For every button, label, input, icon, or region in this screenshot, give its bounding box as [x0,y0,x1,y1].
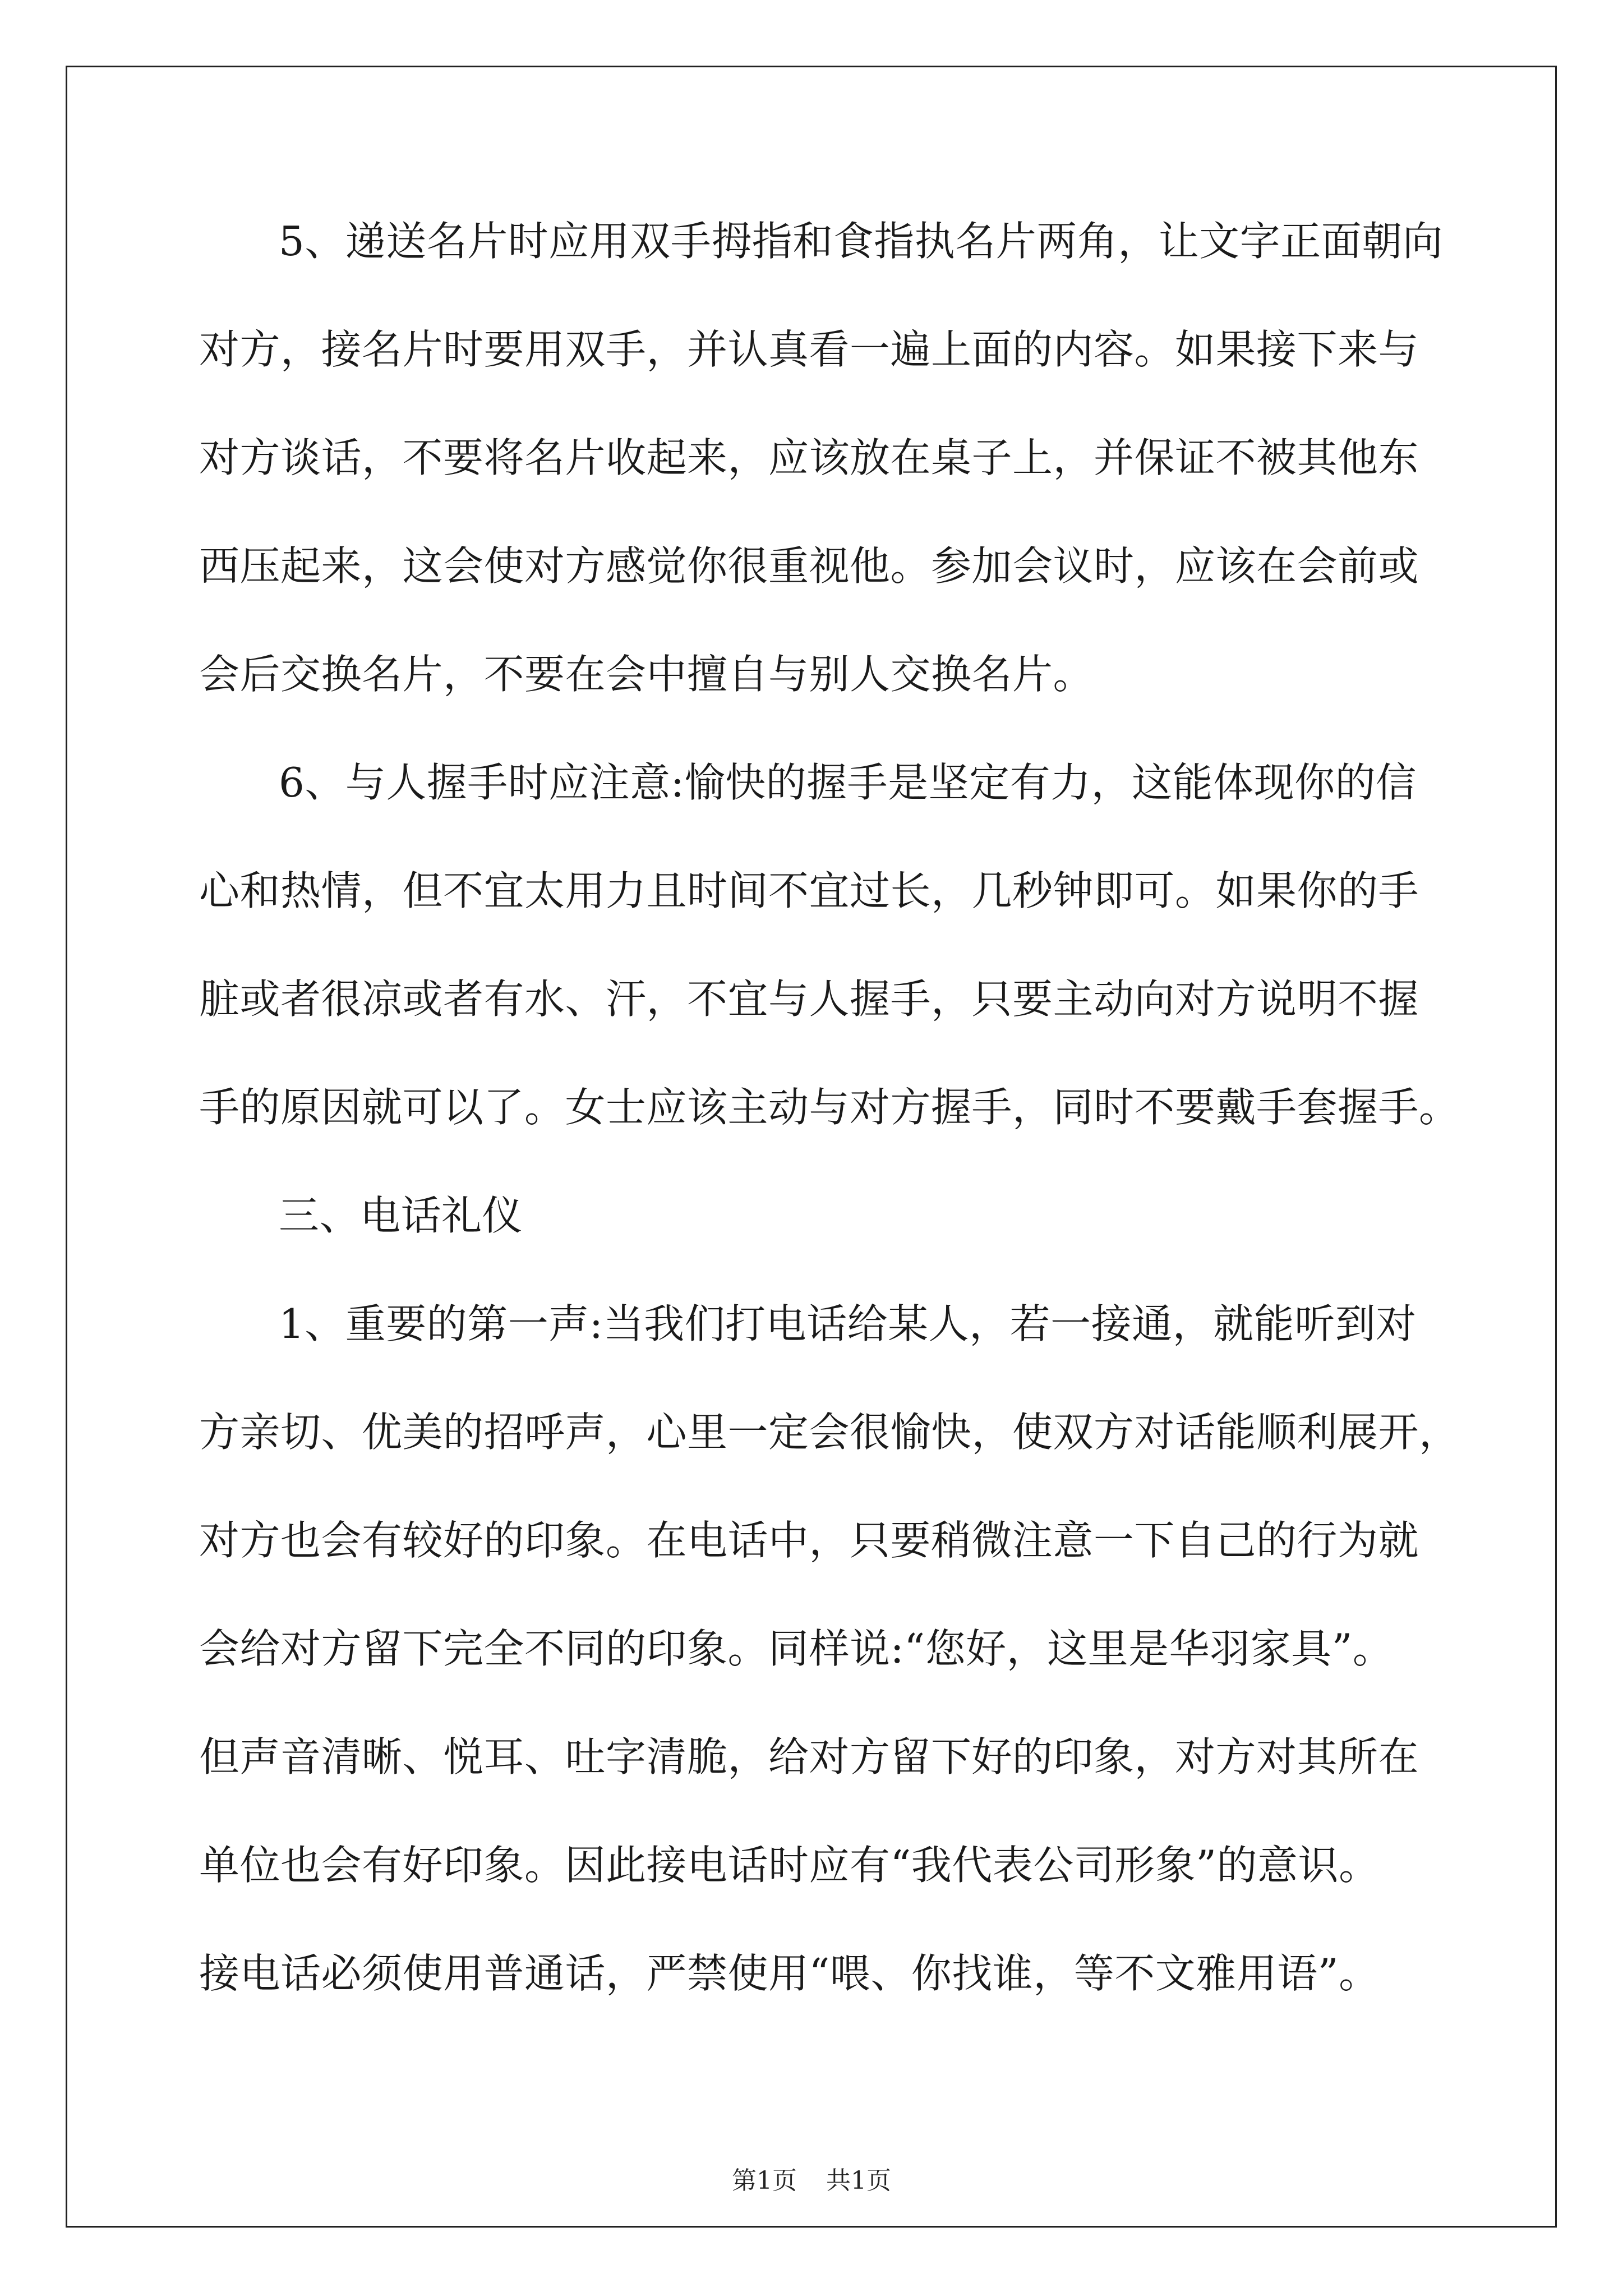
text-line: 对方也会有较好的印象。在电话中，只要稍微注意一下自己的行为就 [199,1517,1419,1564]
text-line: 单位也会有好印象。因此接电话时应有“我代表公司形象”的意识。 [199,1842,1380,1889]
text-line: 1、重要的第一声:当我们打电话给某人，若一接通，就能听到对 [279,1300,1417,1347]
text-line: 但声音清晰、悦耳、吐字清脆，给对方留下好的印象，对方对其所在 [199,1733,1419,1780]
page-total: 共1页 [826,2166,891,2195]
text-line: 6、与人握手时应注意:愉快的握手是坚定有力，这能体现你的信 [279,759,1417,806]
text-line: 对方谈话，不要将名片收起来，应该放在桌子上，并保证不被其他东 [199,434,1419,481]
text-line: 对方，接名片时要用双手，并认真看一遍上面的内容。如果接下来与 [199,326,1419,373]
text-line: 方亲切、优美的招呼声，心里一定会很愉快，使双方对话能顺利展开， [199,1409,1460,1456]
section-heading: 三、电话礼仪 [279,1192,523,1239]
text-line: 手的原因就可以了。女士应该主动与对方握手，同时不要戴手套握手。 [199,1084,1460,1131]
text-line: 脏或者很凉或者有水、汗，不宜与人握手，只要主动向对方说明不握 [199,976,1419,1023]
text-line: 5、递送名片时应用双手拇指和食指执名片两角，让文字正面朝向 [279,218,1444,265]
text-line: 会后交换名片，不要在会中擅自与别人交换名片。 [199,651,1094,698]
text-line: 西压起来，这会使对方感觉你很重视他。参加会议时，应该在会前或 [199,542,1419,590]
text-line: 接电话必须使用普通话，严禁使用“喂、你找谁，等不文雅用语”。 [199,1950,1380,1997]
page-number: 第1页 [732,2166,797,2195]
document-body [199,213,1460,2054]
text-line: 心和热情，但不宜太用力且时间不宜过长，几秒钟即可。如果你的手 [199,867,1419,914]
text-line: 会给对方留下完全不同的印象。同样说:“您好，这里是华羽家具”。 [199,1625,1394,1672]
page-footer [0,2164,1623,2198]
